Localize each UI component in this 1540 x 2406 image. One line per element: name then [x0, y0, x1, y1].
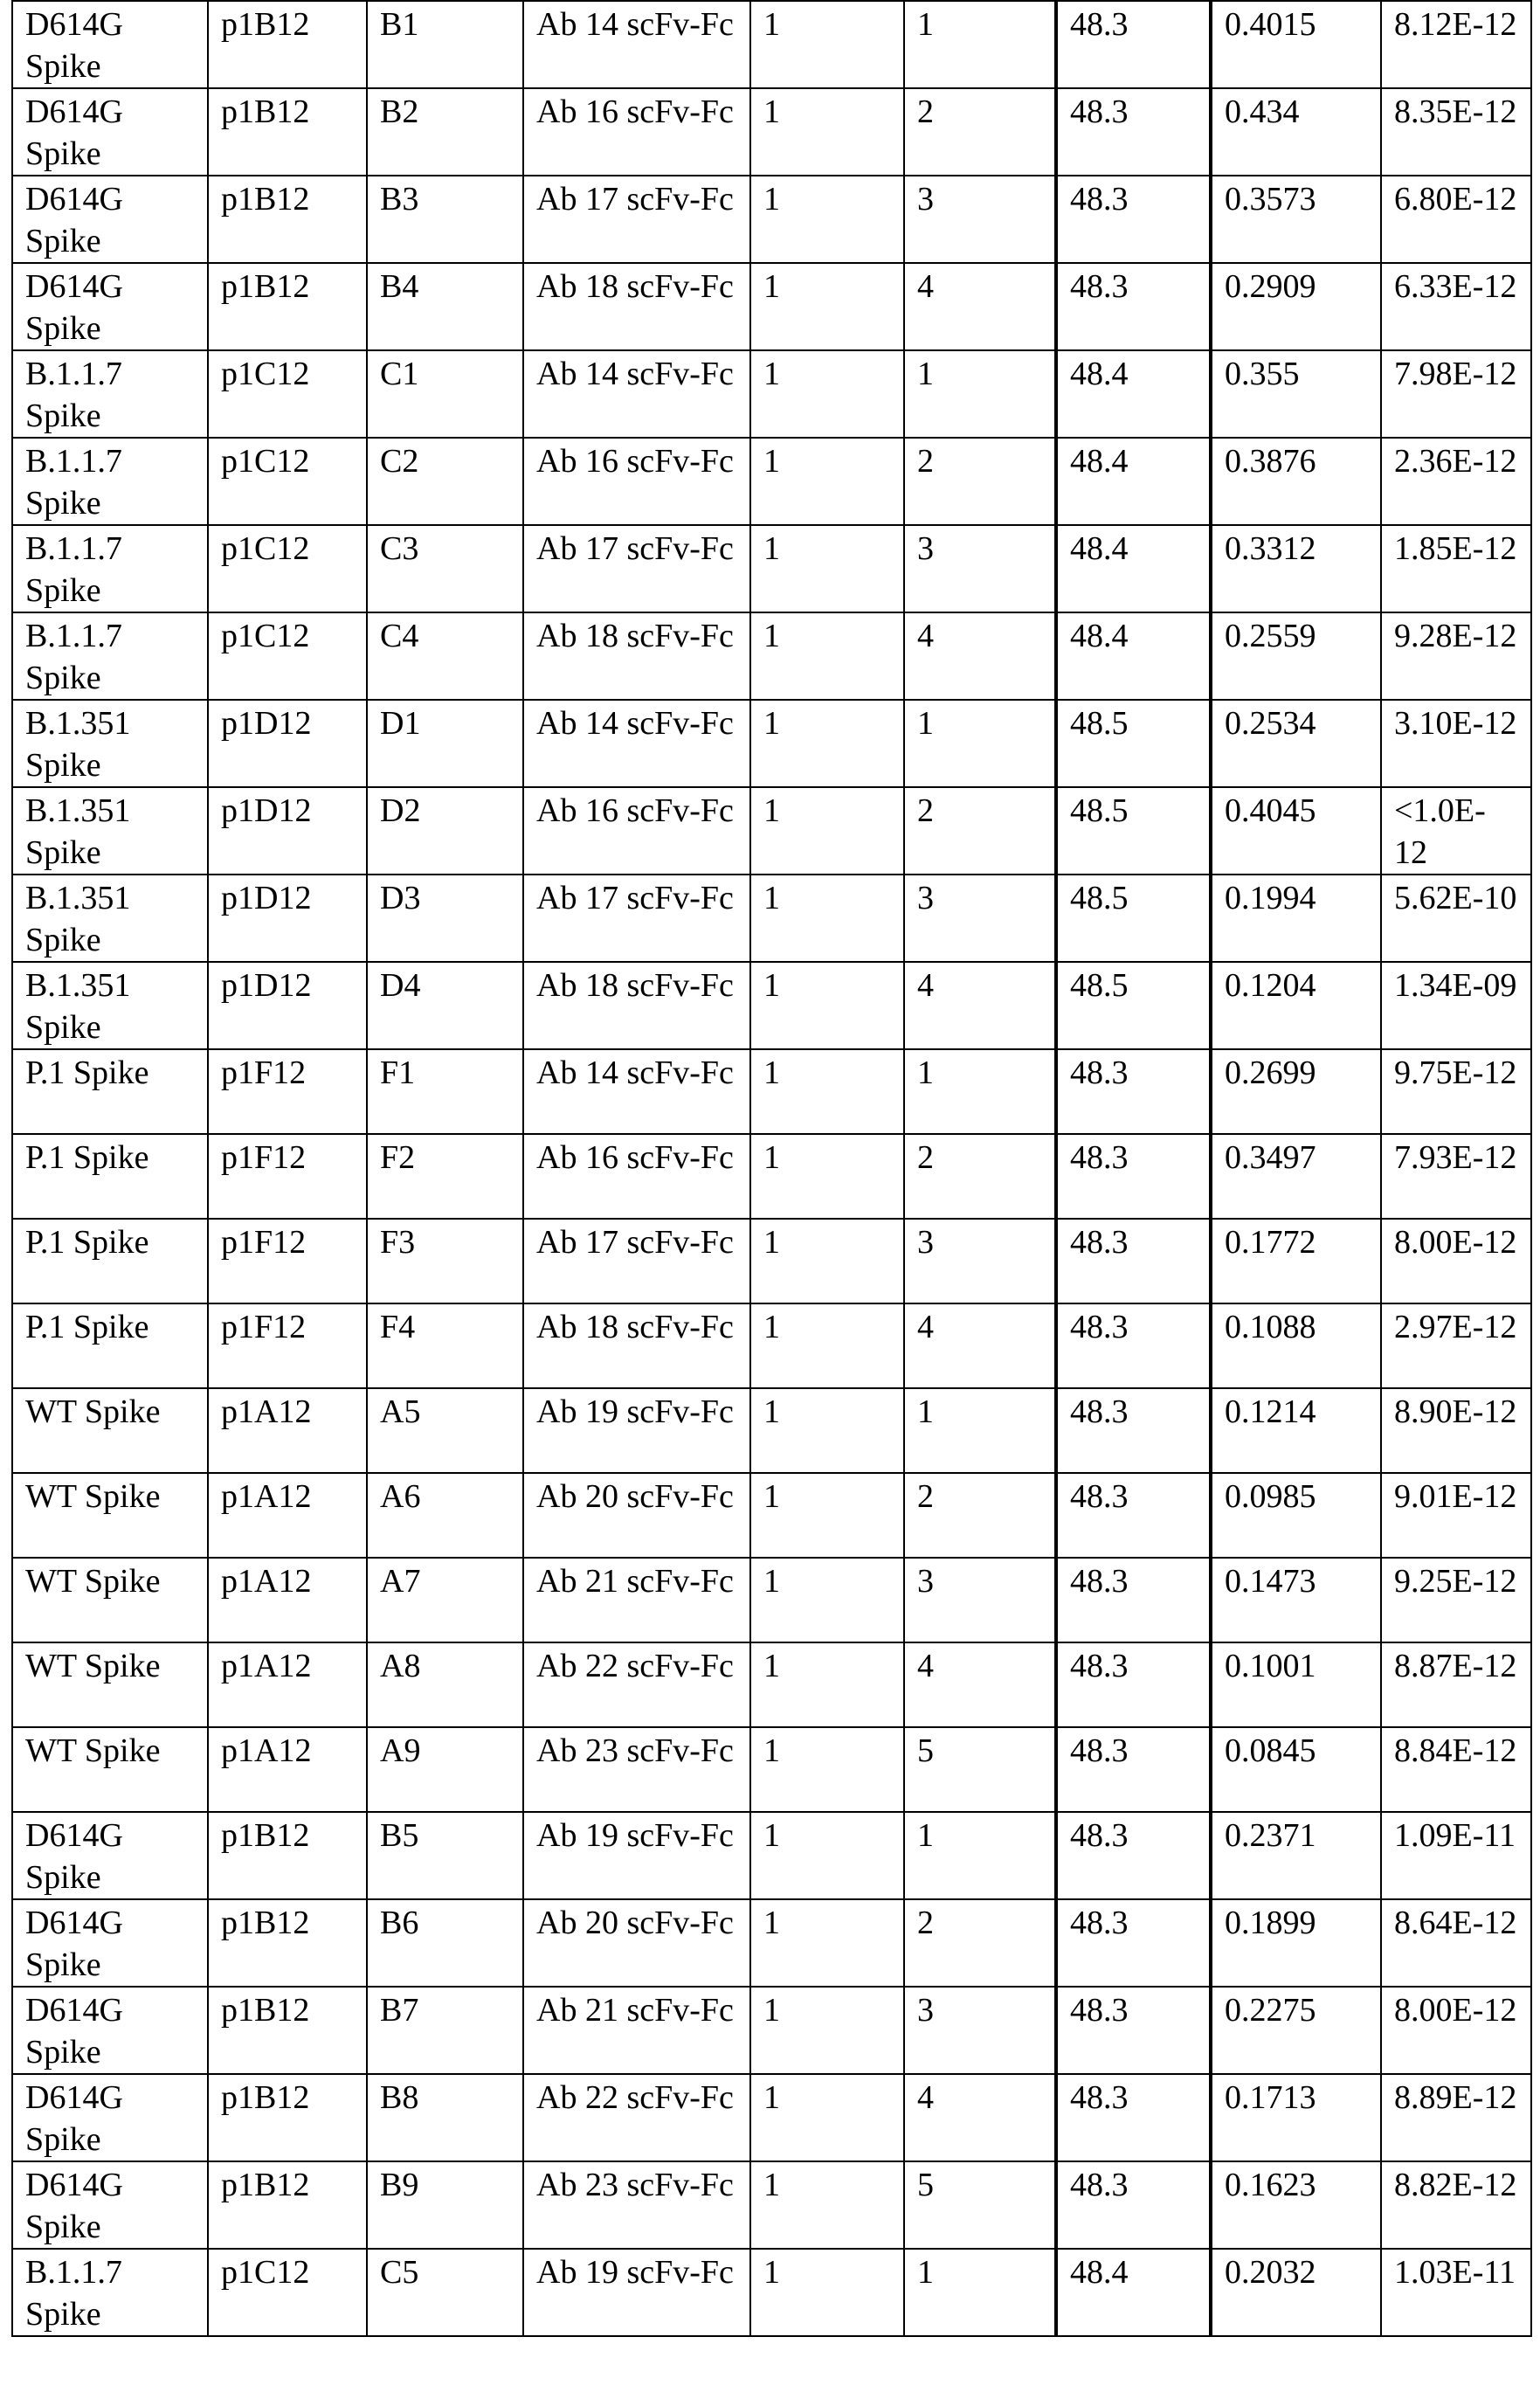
cell-antigen: D614G Spike — [12, 88, 208, 176]
cell-col-5: 1 — [750, 2161, 904, 2249]
cell-col-9: 8.84E-12 — [1381, 1727, 1531, 1812]
cell-well: A6 — [367, 1473, 523, 1558]
cell-col-8: 0.0985 — [1211, 1473, 1381, 1558]
cell-col-6: 4 — [904, 1303, 1056, 1388]
cell-plate: p1C12 — [208, 2249, 367, 2336]
table-row — [12, 88, 1531, 176]
cell-col-7: 48.4 — [1056, 2249, 1211, 2336]
cell-plate: p1B12 — [208, 2161, 367, 2249]
table-row — [12, 1812, 1531, 1899]
cell-antigen: B.1.1.7 Spike — [12, 438, 208, 525]
cell-col-9: 5.62E-10 — [1381, 875, 1531, 962]
cell-plate: p1A12 — [208, 1642, 367, 1727]
cell-col-7: 48.4 — [1056, 612, 1211, 700]
cell-col-6: 4 — [904, 962, 1056, 1049]
cell-antibody: Ab 19 scFv-Fc — [523, 1812, 750, 1899]
cell-col-9: 7.93E-12 — [1381, 1134, 1531, 1219]
cell-antigen: B.1.351 Spike — [12, 962, 208, 1049]
cell-col-8: 0.1088 — [1211, 1303, 1381, 1388]
cell-plate: p1F12 — [208, 1219, 367, 1303]
cell-col-6: 4 — [904, 2074, 1056, 2161]
cell-well: D2 — [367, 787, 523, 875]
cell-antigen: D614G Spike — [12, 2074, 208, 2161]
cell-col-8: 0.4045 — [1211, 787, 1381, 875]
cell-well: B5 — [367, 1812, 523, 1899]
cell-antibody: Ab 14 scFv-Fc — [523, 1049, 750, 1134]
cell-antibody: Ab 17 scFv-Fc — [523, 875, 750, 962]
cell-plate: p1C12 — [208, 612, 367, 700]
cell-col-7: 48.5 — [1056, 875, 1211, 962]
cell-antibody: Ab 21 scFv-Fc — [523, 1987, 750, 2074]
cell-col-9: 3.10E-12 — [1381, 700, 1531, 787]
cell-col-6: 4 — [904, 612, 1056, 700]
cell-well: C3 — [367, 525, 523, 612]
cell-antibody: Ab 16 scFv-Fc — [523, 787, 750, 875]
cell-col-6: 2 — [904, 1899, 1056, 1987]
cell-plate: p1B12 — [208, 88, 367, 176]
cell-col-9: 9.25E-12 — [1381, 1558, 1531, 1642]
cell-plate: p1D12 — [208, 875, 367, 962]
cell-col-7: 48.3 — [1056, 1642, 1211, 1727]
cell-col-5: 1 — [750, 1134, 904, 1219]
table-row — [12, 1899, 1531, 1987]
cell-plate: p1C12 — [208, 350, 367, 438]
cell-col-7: 48.3 — [1056, 1049, 1211, 1134]
cell-well: B3 — [367, 176, 523, 263]
table-row — [12, 1388, 1531, 1473]
cell-col-5: 1 — [750, 1049, 904, 1134]
cell-antibody: Ab 16 scFv-Fc — [523, 88, 750, 176]
cell-antibody: Ab 14 scFv-Fc — [523, 1, 750, 88]
cell-col-7: 48.3 — [1056, 88, 1211, 176]
cell-antibody: Ab 17 scFv-Fc — [523, 1219, 750, 1303]
cell-plate: p1D12 — [208, 787, 367, 875]
cell-antigen: WT Spike — [12, 1727, 208, 1812]
cell-col-9: 8.90E-12 — [1381, 1388, 1531, 1473]
cell-col-5: 1 — [750, 962, 904, 1049]
cell-col-8: 0.2032 — [1211, 2249, 1381, 2336]
cell-col-9: 8.12E-12 — [1381, 1, 1531, 88]
cell-plate: p1A12 — [208, 1727, 367, 1812]
cell-col-7: 48.3 — [1056, 1219, 1211, 1303]
cell-col-6: 2 — [904, 88, 1056, 176]
cell-antigen: P.1 Spike — [12, 1303, 208, 1388]
cell-col-7: 48.3 — [1056, 1987, 1211, 2074]
cell-col-8: 0.434 — [1211, 88, 1381, 176]
cell-antibody: Ab 19 scFv-Fc — [523, 1388, 750, 1473]
cell-plate: p1B12 — [208, 176, 367, 263]
cell-col-7: 48.3 — [1056, 1899, 1211, 1987]
cell-col-5: 1 — [750, 1812, 904, 1899]
cell-col-5: 1 — [750, 612, 904, 700]
cell-plate: p1A12 — [208, 1558, 367, 1642]
cell-antigen: B.1.1.7 Spike — [12, 612, 208, 700]
cell-antigen: B.1.1.7 Spike — [12, 2249, 208, 2336]
cell-antibody: Ab 23 scFv-Fc — [523, 2161, 750, 2249]
cell-col-5: 1 — [750, 2249, 904, 2336]
cell-col-7: 48.4 — [1056, 525, 1211, 612]
cell-col-6: 2 — [904, 438, 1056, 525]
cell-col-8: 0.2534 — [1211, 700, 1381, 787]
cell-col-9: <1.0E-12 — [1381, 787, 1531, 875]
cell-col-9: 8.35E-12 — [1381, 88, 1531, 176]
cell-col-9: 9.28E-12 — [1381, 612, 1531, 700]
cell-plate: p1C12 — [208, 438, 367, 525]
cell-col-8: 0.2699 — [1211, 1049, 1381, 1134]
cell-antibody: Ab 20 scFv-Fc — [523, 1899, 750, 1987]
table-row — [12, 1727, 1531, 1812]
cell-col-8: 0.355 — [1211, 350, 1381, 438]
cell-col-7: 48.4 — [1056, 350, 1211, 438]
cell-col-8: 0.1204 — [1211, 962, 1381, 1049]
cell-col-9: 1.09E-11 — [1381, 1812, 1531, 1899]
cell-col-6: 5 — [904, 2161, 1056, 2249]
cell-well: C4 — [367, 612, 523, 700]
cell-col-6: 2 — [904, 787, 1056, 875]
cell-col-6: 3 — [904, 1219, 1056, 1303]
table-row — [12, 438, 1531, 525]
cell-plate: p1F12 — [208, 1134, 367, 1219]
cell-col-5: 1 — [750, 1388, 904, 1473]
cell-col-8: 0.1001 — [1211, 1642, 1381, 1727]
cell-antibody: Ab 23 scFv-Fc — [523, 1727, 750, 1812]
cell-col-8: 0.1713 — [1211, 2074, 1381, 2161]
cell-antigen: WT Spike — [12, 1388, 208, 1473]
cell-col-7: 48.3 — [1056, 1473, 1211, 1558]
cell-col-5: 1 — [750, 787, 904, 875]
cell-plate: p1F12 — [208, 1303, 367, 1388]
cell-col-7: 48.3 — [1056, 1134, 1211, 1219]
cell-col-6: 5 — [904, 1727, 1056, 1812]
cell-antigen: B.1.1.7 Spike — [12, 350, 208, 438]
cell-col-8: 0.2275 — [1211, 1987, 1381, 2074]
cell-well: A9 — [367, 1727, 523, 1812]
cell-antibody: Ab 14 scFv-Fc — [523, 350, 750, 438]
cell-well: C2 — [367, 438, 523, 525]
cell-col-6: 1 — [904, 700, 1056, 787]
cell-col-7: 48.3 — [1056, 176, 1211, 263]
cell-col-7: 48.3 — [1056, 1, 1211, 88]
cell-col-6: 1 — [904, 1812, 1056, 1899]
cell-plate: p1C12 — [208, 525, 367, 612]
cell-antigen: B.1.351 Spike — [12, 787, 208, 875]
cell-col-6: 1 — [904, 1388, 1056, 1473]
cell-antigen: WT Spike — [12, 1473, 208, 1558]
table-row — [12, 1558, 1531, 1642]
cell-well: B2 — [367, 88, 523, 176]
cell-antibody: Ab 16 scFv-Fc — [523, 438, 750, 525]
cell-antigen: D614G Spike — [12, 1899, 208, 1987]
cell-col-5: 1 — [750, 1303, 904, 1388]
cell-col-6: 3 — [904, 1558, 1056, 1642]
cell-col-9: 1.03E-11 — [1381, 2249, 1531, 2336]
cell-col-5: 1 — [750, 1473, 904, 1558]
cell-col-9: 8.00E-12 — [1381, 1219, 1531, 1303]
cell-col-8: 0.1214 — [1211, 1388, 1381, 1473]
cell-antibody: Ab 22 scFv-Fc — [523, 1642, 750, 1727]
cell-antibody: Ab 17 scFv-Fc — [523, 525, 750, 612]
table-row — [12, 1134, 1531, 1219]
cell-well: D3 — [367, 875, 523, 962]
cell-col-9: 8.00E-12 — [1381, 1987, 1531, 2074]
table-row — [12, 700, 1531, 787]
cell-well: B7 — [367, 1987, 523, 2074]
cell-antibody: Ab 18 scFv-Fc — [523, 263, 750, 350]
cell-col-5: 1 — [750, 1899, 904, 1987]
cell-well: B6 — [367, 1899, 523, 1987]
cell-antibody: Ab 18 scFv-Fc — [523, 1303, 750, 1388]
cell-well: F2 — [367, 1134, 523, 1219]
table-row — [12, 525, 1531, 612]
cell-well: F4 — [367, 1303, 523, 1388]
cell-antibody: Ab 18 scFv-Fc — [523, 962, 750, 1049]
cell-plate: p1D12 — [208, 962, 367, 1049]
cell-antigen: D614G Spike — [12, 263, 208, 350]
cell-col-6: 1 — [904, 350, 1056, 438]
cell-well: A7 — [367, 1558, 523, 1642]
cell-antigen: P.1 Spike — [12, 1049, 208, 1134]
cell-well: B9 — [367, 2161, 523, 2249]
cell-antibody: Ab 17 scFv-Fc — [523, 176, 750, 263]
cell-col-7: 48.5 — [1056, 962, 1211, 1049]
table-row — [12, 875, 1531, 962]
cell-well: D1 — [367, 700, 523, 787]
cell-well: C5 — [367, 2249, 523, 2336]
cell-antigen: D614G Spike — [12, 1987, 208, 2074]
table-row — [12, 1303, 1531, 1388]
cell-col-8: 0.3876 — [1211, 438, 1381, 525]
cell-col-5: 1 — [750, 88, 904, 176]
table-body — [12, 1, 1531, 2336]
table-row — [12, 2249, 1531, 2336]
cell-col-5: 1 — [750, 263, 904, 350]
cell-plate: p1B12 — [208, 1899, 367, 1987]
table-row — [12, 2074, 1531, 2161]
cell-col-8: 0.0845 — [1211, 1727, 1381, 1812]
cell-plate: p1D12 — [208, 700, 367, 787]
table-row — [12, 176, 1531, 263]
cell-antigen: P.1 Spike — [12, 1134, 208, 1219]
cell-col-8: 0.2371 — [1211, 1812, 1381, 1899]
cell-antibody: Ab 19 scFv-Fc — [523, 2249, 750, 2336]
cell-col-5: 1 — [750, 525, 904, 612]
cell-antibody: Ab 22 scFv-Fc — [523, 2074, 750, 2161]
cell-col-9: 6.80E-12 — [1381, 176, 1531, 263]
cell-col-9: 1.85E-12 — [1381, 525, 1531, 612]
cell-col-6: 3 — [904, 525, 1056, 612]
cell-antigen: D614G Spike — [12, 1, 208, 88]
cell-col-7: 48.4 — [1056, 438, 1211, 525]
cell-col-6: 3 — [904, 875, 1056, 962]
cell-col-9: 9.75E-12 — [1381, 1049, 1531, 1134]
cell-col-5: 1 — [750, 1987, 904, 2074]
cell-col-9: 2.97E-12 — [1381, 1303, 1531, 1388]
cell-antibody: Ab 18 scFv-Fc — [523, 612, 750, 700]
cell-col-6: 2 — [904, 1134, 1056, 1219]
cell-antigen: D614G Spike — [12, 1812, 208, 1899]
cell-antigen: B.1.351 Spike — [12, 700, 208, 787]
cell-antigen: B.1.351 Spike — [12, 875, 208, 962]
cell-well: A8 — [367, 1642, 523, 1727]
cell-col-8: 0.1899 — [1211, 1899, 1381, 1987]
data-table — [11, 0, 1532, 2337]
cell-col-6: 4 — [904, 263, 1056, 350]
cell-col-5: 1 — [750, 2074, 904, 2161]
table-row — [12, 2161, 1531, 2249]
cell-col-5: 1 — [750, 1, 904, 88]
cell-well: C1 — [367, 350, 523, 438]
cell-col-7: 48.3 — [1056, 1388, 1211, 1473]
cell-col-7: 48.3 — [1056, 2074, 1211, 2161]
cell-antibody: Ab 16 scFv-Fc — [523, 1134, 750, 1219]
cell-antigen: D614G Spike — [12, 2161, 208, 2249]
cell-col-5: 1 — [750, 1727, 904, 1812]
cell-col-5: 1 — [750, 875, 904, 962]
table-row — [12, 1473, 1531, 1558]
table-row — [12, 1987, 1531, 2074]
cell-col-6: 3 — [904, 176, 1056, 263]
cell-col-9: 1.34E-09 — [1381, 962, 1531, 1049]
cell-antigen: B.1.1.7 Spike — [12, 525, 208, 612]
cell-col-6: 1 — [904, 1, 1056, 88]
cell-col-5: 1 — [750, 700, 904, 787]
cell-well: F3 — [367, 1219, 523, 1303]
cell-col-7: 48.3 — [1056, 1303, 1211, 1388]
cell-col-8: 0.1473 — [1211, 1558, 1381, 1642]
cell-col-9: 8.89E-12 — [1381, 2074, 1531, 2161]
cell-col-5: 1 — [750, 1558, 904, 1642]
cell-plate: p1B12 — [208, 263, 367, 350]
table-row — [12, 612, 1531, 700]
cell-col-5: 1 — [750, 438, 904, 525]
cell-col-8: 0.1994 — [1211, 875, 1381, 962]
cell-plate: p1B12 — [208, 2074, 367, 2161]
cell-col-9: 2.36E-12 — [1381, 438, 1531, 525]
cell-col-7: 48.3 — [1056, 2161, 1211, 2249]
cell-col-8: 0.2559 — [1211, 612, 1381, 700]
cell-col-8: 0.1623 — [1211, 2161, 1381, 2249]
cell-antigen: P.1 Spike — [12, 1219, 208, 1303]
cell-col-6: 2 — [904, 1473, 1056, 1558]
cell-antigen: WT Spike — [12, 1642, 208, 1727]
cell-plate: p1A12 — [208, 1473, 367, 1558]
cell-well: D4 — [367, 962, 523, 1049]
cell-col-9: 6.33E-12 — [1381, 263, 1531, 350]
cell-plate: p1B12 — [208, 1987, 367, 2074]
table-row — [12, 787, 1531, 875]
cell-col-6: 3 — [904, 1987, 1056, 2074]
cell-col-9: 9.01E-12 — [1381, 1473, 1531, 1558]
cell-col-8: 0.3497 — [1211, 1134, 1381, 1219]
cell-col-7: 48.3 — [1056, 1558, 1211, 1642]
cell-well: B8 — [367, 2074, 523, 2161]
table-row — [12, 350, 1531, 438]
table-row — [12, 1219, 1531, 1303]
cell-col-8: 0.2909 — [1211, 263, 1381, 350]
cell-plate: p1A12 — [208, 1388, 367, 1473]
cell-col-7: 48.3 — [1056, 1812, 1211, 1899]
cell-antibody: Ab 20 scFv-Fc — [523, 1473, 750, 1558]
cell-antibody: Ab 21 scFv-Fc — [523, 1558, 750, 1642]
cell-col-7: 48.3 — [1056, 1727, 1211, 1812]
cell-plate: p1B12 — [208, 1812, 367, 1899]
cell-col-9: 8.82E-12 — [1381, 2161, 1531, 2249]
cell-antigen: D614G Spike — [12, 176, 208, 263]
cell-col-7: 48.5 — [1056, 700, 1211, 787]
table-row — [12, 962, 1531, 1049]
table-row — [12, 1642, 1531, 1727]
cell-col-6: 1 — [904, 2249, 1056, 2336]
cell-col-9: 7.98E-12 — [1381, 350, 1531, 438]
cell-col-8: 0.1772 — [1211, 1219, 1381, 1303]
cell-col-5: 1 — [750, 1219, 904, 1303]
cell-col-6: 1 — [904, 1049, 1056, 1134]
cell-col-7: 48.5 — [1056, 787, 1211, 875]
cell-col-9: 8.64E-12 — [1381, 1899, 1531, 1987]
cell-well: A5 — [367, 1388, 523, 1473]
cell-well: B4 — [367, 263, 523, 350]
cell-col-7: 48.3 — [1056, 263, 1211, 350]
cell-plate: p1B12 — [208, 1, 367, 88]
cell-col-8: 0.3312 — [1211, 525, 1381, 612]
cell-well: B1 — [367, 1, 523, 88]
cell-plate: p1F12 — [208, 1049, 367, 1134]
cell-col-6: 4 — [904, 1642, 1056, 1727]
cell-antigen: WT Spike — [12, 1558, 208, 1642]
cell-col-5: 1 — [750, 1642, 904, 1727]
cell-col-8: 0.4015 — [1211, 1, 1381, 88]
table-row — [12, 1, 1531, 88]
table-row — [12, 263, 1531, 350]
cell-col-9: 8.87E-12 — [1381, 1642, 1531, 1727]
cell-col-8: 0.3573 — [1211, 176, 1381, 263]
cell-col-5: 1 — [750, 176, 904, 263]
cell-well: F1 — [367, 1049, 523, 1134]
table-row — [12, 1049, 1531, 1134]
cell-antibody: Ab 14 scFv-Fc — [523, 700, 750, 787]
cell-col-5: 1 — [750, 350, 904, 438]
